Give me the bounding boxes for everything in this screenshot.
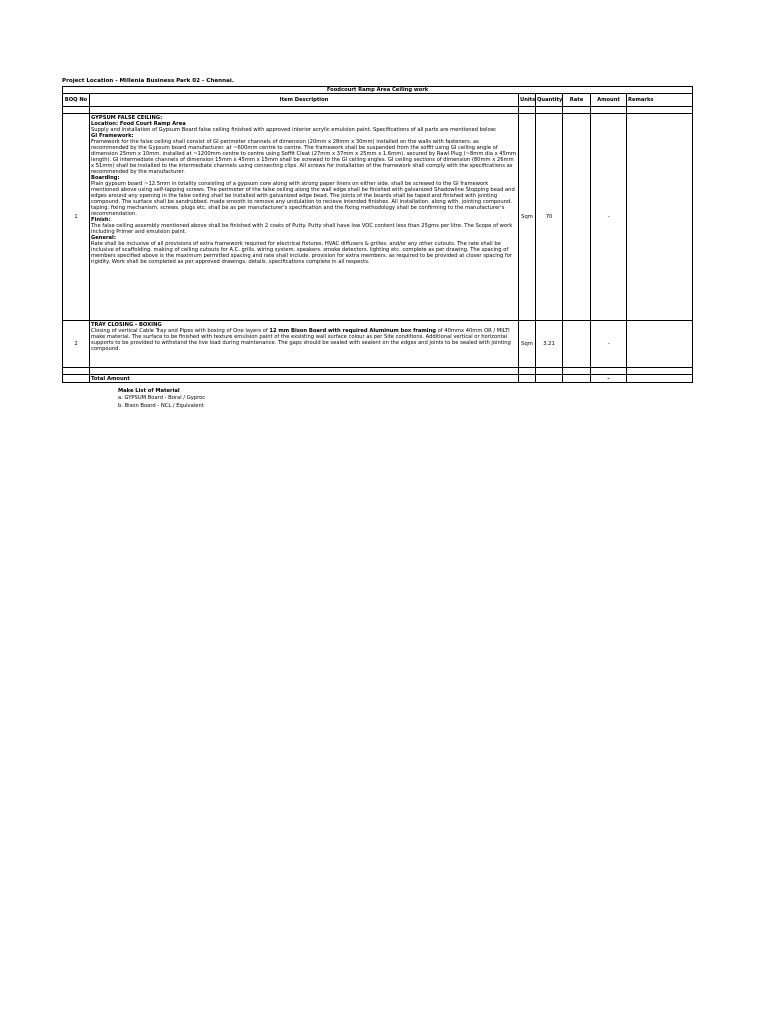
- column-header-amount: Amount: [591, 94, 627, 107]
- header-row: [63, 94, 693, 107]
- item-quantity: 3.21: [536, 321, 563, 368]
- item-description: [90, 114, 519, 321]
- blank-cell: [63, 107, 90, 114]
- total-amount: -: [591, 375, 627, 383]
- blank-row: [63, 368, 693, 375]
- section-text: Plain gypsum board ~12.5mm in totality consisting of a gypsum core along with strong paper liners on either side. shall be screwed to the GI framework mentioned above using self-tapping screws. The perimeter of the false ceiling along the wall edge shall be finished with galvanized Shadowline Stopping bead and edges around any opening in the false ceiling shall be installed with galvanized edge bead. The joints of the boards shall be taped and finished with jointing compound. The surface shall be sandrubbed. made smooth to remove any undulation to recieve intended finishes. All installation. along with. jointing compound. taping. fixing mechanism. screws. plugs etc. shall be as per manufacturer's specification and the fixing methodology shall be confirming to the manufacturer's recommendation.: [91, 181, 515, 217]
- item-remarks: [627, 321, 693, 368]
- blank-cell: [63, 375, 90, 383]
- item-location: Location: Food Court Ramp Area: [91, 121, 186, 127]
- blank-cell: [591, 107, 627, 114]
- blank-cell: [627, 368, 693, 375]
- item-amount: -: [591, 114, 627, 321]
- column-header-rate: Rate: [563, 94, 591, 107]
- blank-cell: [63, 368, 90, 375]
- item-title: GYPSUM FALSE CEILING:: [91, 115, 163, 121]
- section-heading: Boarding:: [91, 175, 120, 181]
- item-units: Sqm: [519, 114, 536, 321]
- blank-cell: [563, 107, 591, 114]
- column-header-remarks: Remarks: [627, 94, 693, 107]
- item-rate: [563, 114, 591, 321]
- section-heading: GI Framework:: [91, 133, 134, 139]
- project-location: Project Location - Millenia Business Park 02 - Chennai.: [62, 78, 234, 84]
- blank-cell: [519, 107, 536, 114]
- section-heading: General:: [91, 235, 116, 241]
- item-quantity: 70: [536, 114, 563, 321]
- item-remarks: [627, 114, 693, 321]
- sheet-title-row: [63, 87, 693, 94]
- column-header-boq-no: BOQ No: [63, 94, 90, 107]
- section-text: Framework for the false ceiling shall consist of GI perimeter channels of dimension (20mm x 28mm x 30mm) installed on the walls with fasteners. as recommended by the Gypsum board manufacturer. at ~600mm centre to centre. The framework shall be suspended from the soffit using GI ceiling angle of dimension 25mm x 10mm. installed at ~1200mm centre to centre using Soffit Cleat (27mm x 37mm x 25mm x 1.6mm). secured by Rawl Plug (~8mm dia x 45mm length). GI intermediate channels of dimension 15mm x 45mm x 15mm shall be screwed to the GI ceiling angles. GI ceiling sections of dimension (80mm x 26mm x 51mm) shall be installed to the intermediate channels using connecting clips. All screws for installation of the framework shall comply with the specifications as recommended by the manufacturer.: [91, 139, 517, 175]
- blank-cell: [519, 368, 536, 375]
- blank-cell: [90, 107, 519, 114]
- item-text-bold: 12 mm Bison Board with required Aluminum box framing: [269, 328, 436, 334]
- total-label: Total Amount: [90, 375, 519, 383]
- boq-table: [62, 86, 693, 383]
- item-amount: -: [591, 321, 627, 368]
- blank-cell: [90, 368, 519, 375]
- item-text: [91, 328, 517, 352]
- make-list-heading: Make List of Material: [118, 388, 180, 394]
- column-header-quantity: Quantity: [536, 94, 563, 107]
- item-title: TRAY CLOSING - BOXING: [91, 322, 162, 328]
- make-list-item: a. GYPSUM Board - Boral / Gyproc: [118, 395, 206, 402]
- item-number: 1: [63, 114, 90, 321]
- blank-cell: [536, 107, 563, 114]
- blank-cell: [563, 368, 591, 375]
- sheet-title: Foodcourt Ramp Area Ceiling work: [63, 87, 693, 94]
- make-list-item: b. Bison Board - NCL / Equivalent: [118, 402, 204, 409]
- blank-cell: [536, 375, 563, 383]
- table-row: [63, 321, 693, 368]
- blank-cell: [627, 375, 693, 383]
- item-text-part: Closing of vertical Cable Tray and Pipes with boxing of One layers of: [91, 328, 270, 334]
- item-rate: [563, 321, 591, 368]
- blank-row: [63, 107, 693, 114]
- section-heading: Finish:: [91, 217, 111, 223]
- section-text: The false ceiling assembly mentioned above shall be finished with 2 coats of Putty. Putty shall have low VOC content less than 25gms per litre. The Scope of work including Primer and emulsion paint.: [91, 223, 513, 235]
- blank-cell: [591, 368, 627, 375]
- total-row: [63, 375, 693, 383]
- item-description: [90, 321, 519, 368]
- item-intro: Supply and installation of Gypsum Board false ceiling finished with approved interior acrylic emulsion paint. Specifications of all parts are mentioned below:: [91, 127, 497, 133]
- column-header-item-description: Item Description: [90, 94, 519, 107]
- blank-cell: [627, 107, 693, 114]
- blank-cell: [519, 375, 536, 383]
- make-list: [118, 388, 205, 410]
- item-text-part: of 40mmx 40mm OR / MILTI make material. The surface to be finished with texture emulsion paint of the exsisting wall surface colour as per Site conditions. Additional vertical or horizontal supports to be provided to withstand the live load during maintenance. The gaps should be sealed with sealent on the edges and joints to be sealed with jointing compound.: [91, 328, 511, 352]
- column-header-units: Units: [519, 94, 536, 107]
- item-units: Sqm: [519, 321, 536, 368]
- item-number: 2: [63, 321, 90, 368]
- table-row: [63, 114, 693, 321]
- section-text: Rate shall be inclusive of all provisions of extra framework required for electrical fixtures. HVAC diffusers & grilles. and/or any other cutouts. The rate shall be inclusive of scaffolding. making of ceiling cutouts for A.C. grills. wiring system. speakers. smoke detectors. lighting etc. complete as per drawing. The spacing of members specified above is the maximum permitted spacing and rate shall include. provision for extra members. as required to be provided at closer spacing for rigidity. Work shall be completed as per approved drawings. details. specifications complete in all respects.: [91, 241, 513, 265]
- blank-cell: [563, 375, 591, 383]
- blank-cell: [536, 368, 563, 375]
